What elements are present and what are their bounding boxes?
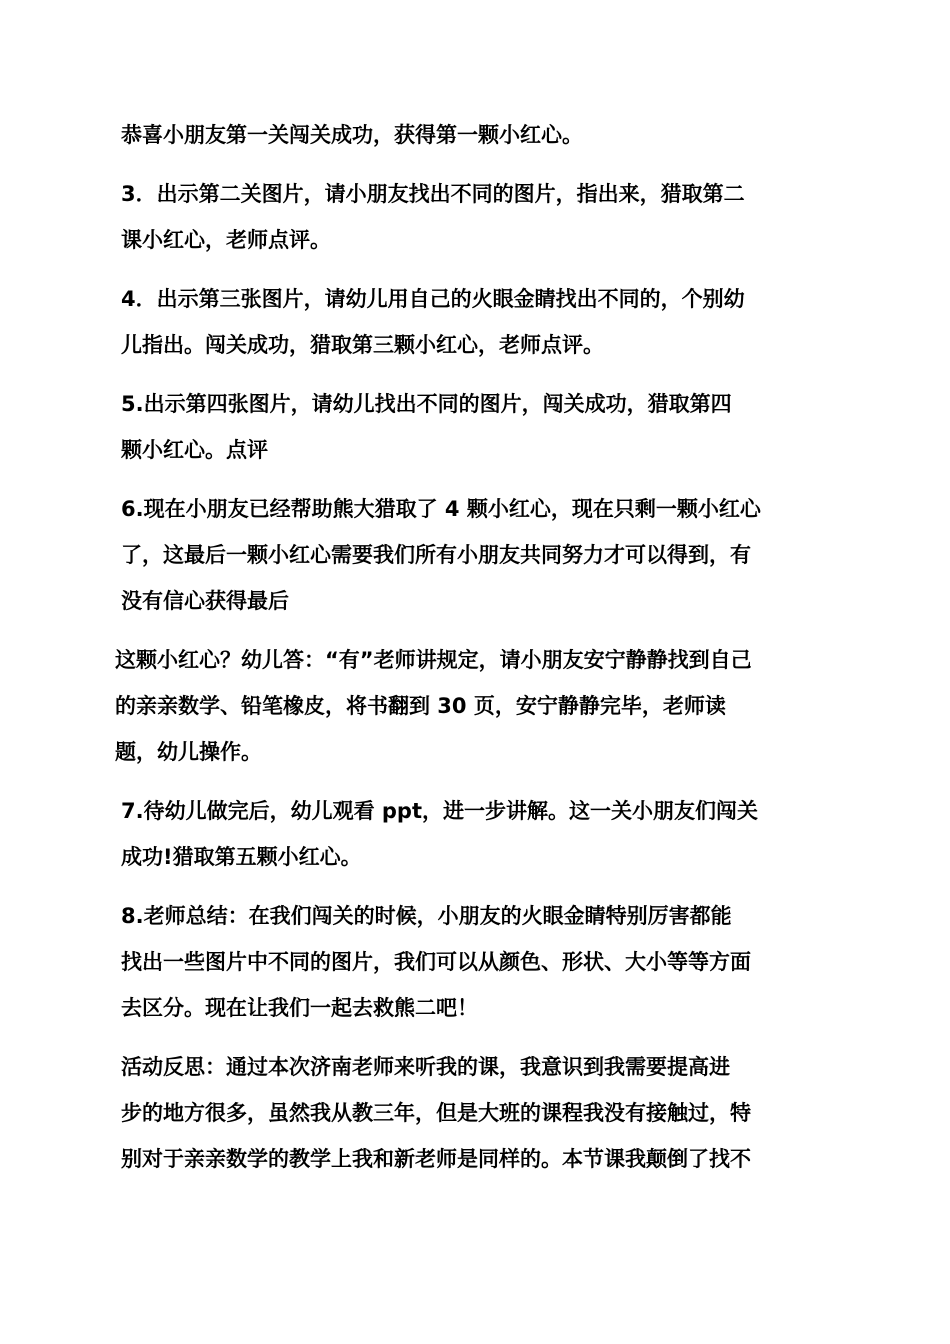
text-line: 步的地方很多，虽然我从教三年，但是大班的课程我没有接触过，特 [121, 1101, 751, 1125]
text-line: 恭喜小朋友第一关闯关成功，获得第一颗小红心。 [121, 123, 583, 147]
paragraph [115, 788, 835, 880]
paragraph [115, 893, 835, 1031]
paragraph [115, 381, 835, 473]
paragraph [115, 637, 835, 775]
text-line: 6.现在小朋友已经帮助熊大猎取了 4 颗小红心，现在只剩一颗小红心 [121, 497, 761, 521]
text-line: 成功!猎取第五颗小红心。 [121, 845, 362, 869]
text-line: 颗小红心。点评 [121, 438, 268, 462]
text-line: 了，这最后一颗小红心需要我们所有小朋友共同努力才可以得到，有 [121, 543, 751, 567]
text-line: 8.老师总结：在我们闯关的时候，小朋友的火眼金睛特别厉害都能 [121, 904, 732, 928]
text-line: 去区分。现在让我们一起去救熊二吧！ [121, 996, 478, 1020]
paragraph [115, 171, 835, 263]
text-line: 活动反思：通过本次济南老师来听我的课，我意识到我需要提高进 [121, 1055, 730, 1079]
paragraph [115, 112, 835, 158]
text-line: 的亲亲数学、铅笔橡皮，将书翻到 30 页，安宁静静完毕，老师读 [115, 694, 726, 718]
text-line: 课小红心，老师点评。 [121, 228, 331, 252]
text-line: 没有信心获得最后 [121, 589, 289, 613]
text-line: 儿指出。闯关成功，猎取第三颗小红心，老师点评。 [121, 333, 604, 357]
text-line: 4．出示第三张图片，请幼儿用自己的火眼金睛找出不同的，个别幼 [121, 287, 745, 311]
text-line: 3．出示第二关图片，请小朋友找出不同的图片，指出来，猎取第二 [121, 182, 745, 206]
text-line: 题，幼儿操作。 [115, 740, 262, 764]
paragraph [115, 486, 835, 624]
text-line: 5.出示第四张图片，请幼儿找出不同的图片，闯关成功，猎取第四 [121, 392, 732, 416]
text-line: 7.待幼儿做完后，幼儿观看 ppt，进一步讲解。这一关小朋友们闯关 [121, 799, 759, 823]
document-body [115, 112, 835, 1195]
text-line: 找出一些图片中不同的图片，我们可以从颜色、形状、大小等等方面 [121, 950, 751, 974]
paragraph [115, 276, 835, 368]
text-line: 这颗小红心？幼儿答：“有”老师讲规定，请小朋友安宁静静找到自己 [115, 648, 752, 672]
text-line: 别对于亲亲数学的教学上我和新老师是同样的。本节课我颠倒了找不 [121, 1147, 751, 1171]
paragraph [115, 1044, 835, 1182]
